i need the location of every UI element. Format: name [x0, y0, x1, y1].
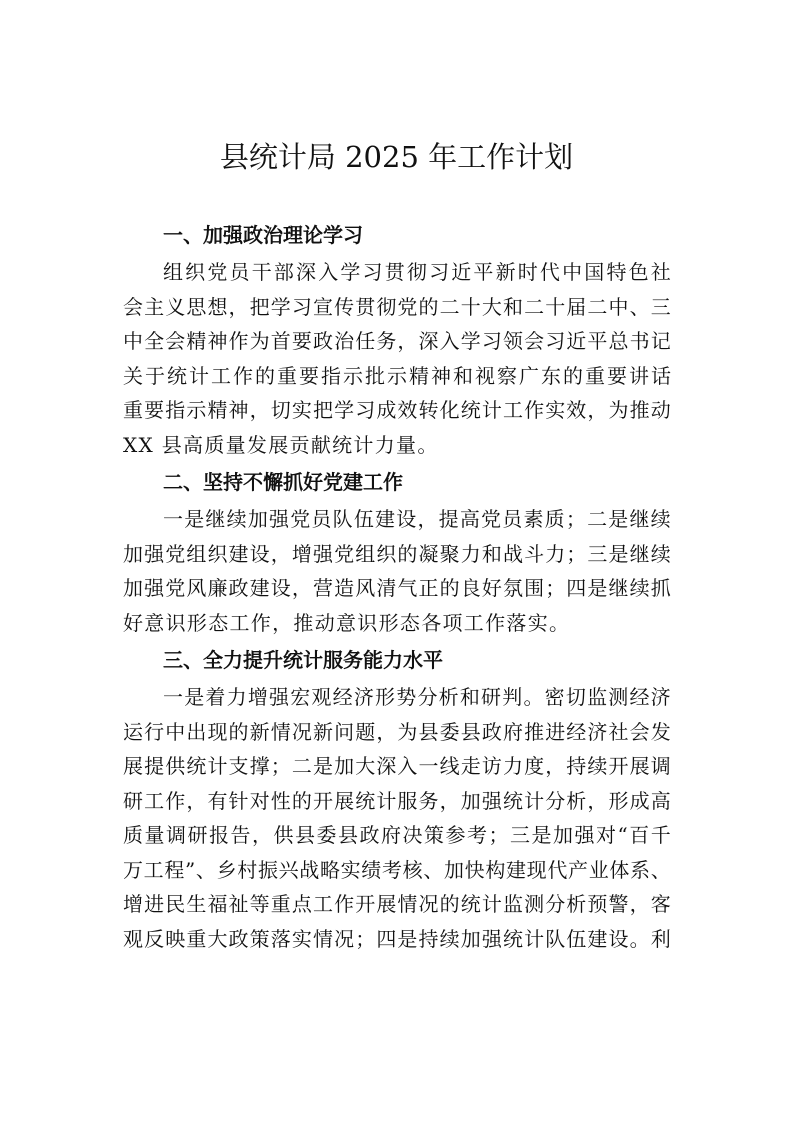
section-paragraph-2	[123, 506, 671, 636]
paragraph-line: 万 工 程 ” 、 乡 村 振 兴 战 略 实 绩 考 核 、 加 快 构 建 现 代 产 业 体 系 、	[123, 857, 671, 882]
paragraph-line: 观 反 映 重 大 政 策 落 实 情 况 ； 四 是 持 续 加 强 统 计 队 伍 建 设 。 利	[123, 926, 671, 951]
paragraph-line: 展 提 供 统 计 支 撑 ； 二 是 加 大 深 入 一 线 走 访 力 度 ， 持 续 开 展 调	[123, 754, 671, 778]
paragraph-line: 中 全 会 精 神 作 为 首 要 政 治 任 务 ， 深 入 学 习 领 会 习 近 平 总 书 记	[123, 329, 671, 353]
paragraph-line: 增 进 民 生 福 祉 等 重 点 工 作 开 展 情 况 的 统 计 监 测 分 析 预 警 ， 客	[123, 892, 671, 916]
paragraph-line: 研 工 作 ， 有 针 对 性 的 开 展 统 计 服 务 ， 加 强 统 计 分 析 ， 形 成 高	[123, 788, 671, 813]
section-heading-1: 一、加强政治理论学习	[163, 223, 363, 247]
paragraph-line: 组 织 党 员 干 部 深 入 学 习 贯 彻 习 近 平 新 时 代 中 国 特 色 社	[163, 260, 671, 284]
document-title: 县统计局 2025 年工作计划	[219, 140, 574, 174]
paragraph-line: XX 县高质量发展贡献统计力量。	[123, 432, 439, 457]
paragraph-line: 好意识形态工作，推动意识形态各项工作落实。	[123, 610, 571, 635]
paragraph-line: 会 主 义 思 想 ， 把 学 习 宣 传 贯 彻 党 的 二 十 大 和 二 十 届 二 中 、 三	[123, 294, 671, 319]
paragraph-line: 一 是 着 力 增 强 宏 观 经 济 形 势 分 析 和 研 判 。 密 切 监 测 经 济	[163, 685, 671, 709]
section-paragraph-3	[123, 684, 671, 952]
paragraph-line: 加 强 党 风 廉 政 建 设 ， 营 造 风 清 气 正 的 良 好 氛 围 ； 四 是 继 续 抓	[123, 576, 671, 600]
section-heading-3: 三、全力提升统计服务能力水平	[163, 648, 443, 672]
section-paragraph-1	[123, 259, 671, 458]
paragraph-line: 加 强 党 组 织 建 设 ， 增 强 党 组 织 的 凝 聚 力 和 战 斗 力 ； 三 是 继 续	[123, 541, 671, 566]
paragraph-line: 运 行 中 出 现 的 新 情 况 新 问 题 ， 为 县 委 县 政 府 推 进 经 济 社 会 发	[123, 719, 671, 744]
document-body	[123, 219, 671, 960]
section-heading-2: 二、坚持不懈抓好党建工作	[163, 470, 403, 494]
paragraph-line: 质 量 调 研 报 告 ， 供 县 委 县 政 府 决 策 参 考 ； 三 是 加 强 对 “ 百 千	[123, 823, 671, 847]
paragraph-line: 一 是 继 续 加 强 党 员 队 伍 建 设 ， 提 高 党 员 素 质 ； 二 是 继 续	[163, 507, 671, 531]
paragraph-line: 重 要 指 示 精 神 ， 切 实 把 学 习 成 效 转 化 统 计 工 作 实 效 ， 为 推 动	[123, 398, 671, 422]
paragraph-line: 关 于 统 计 工 作 的 重 要 指 示 批 示 精 神 和 视 察 广 东 的 重 要 讲 话	[123, 363, 671, 388]
